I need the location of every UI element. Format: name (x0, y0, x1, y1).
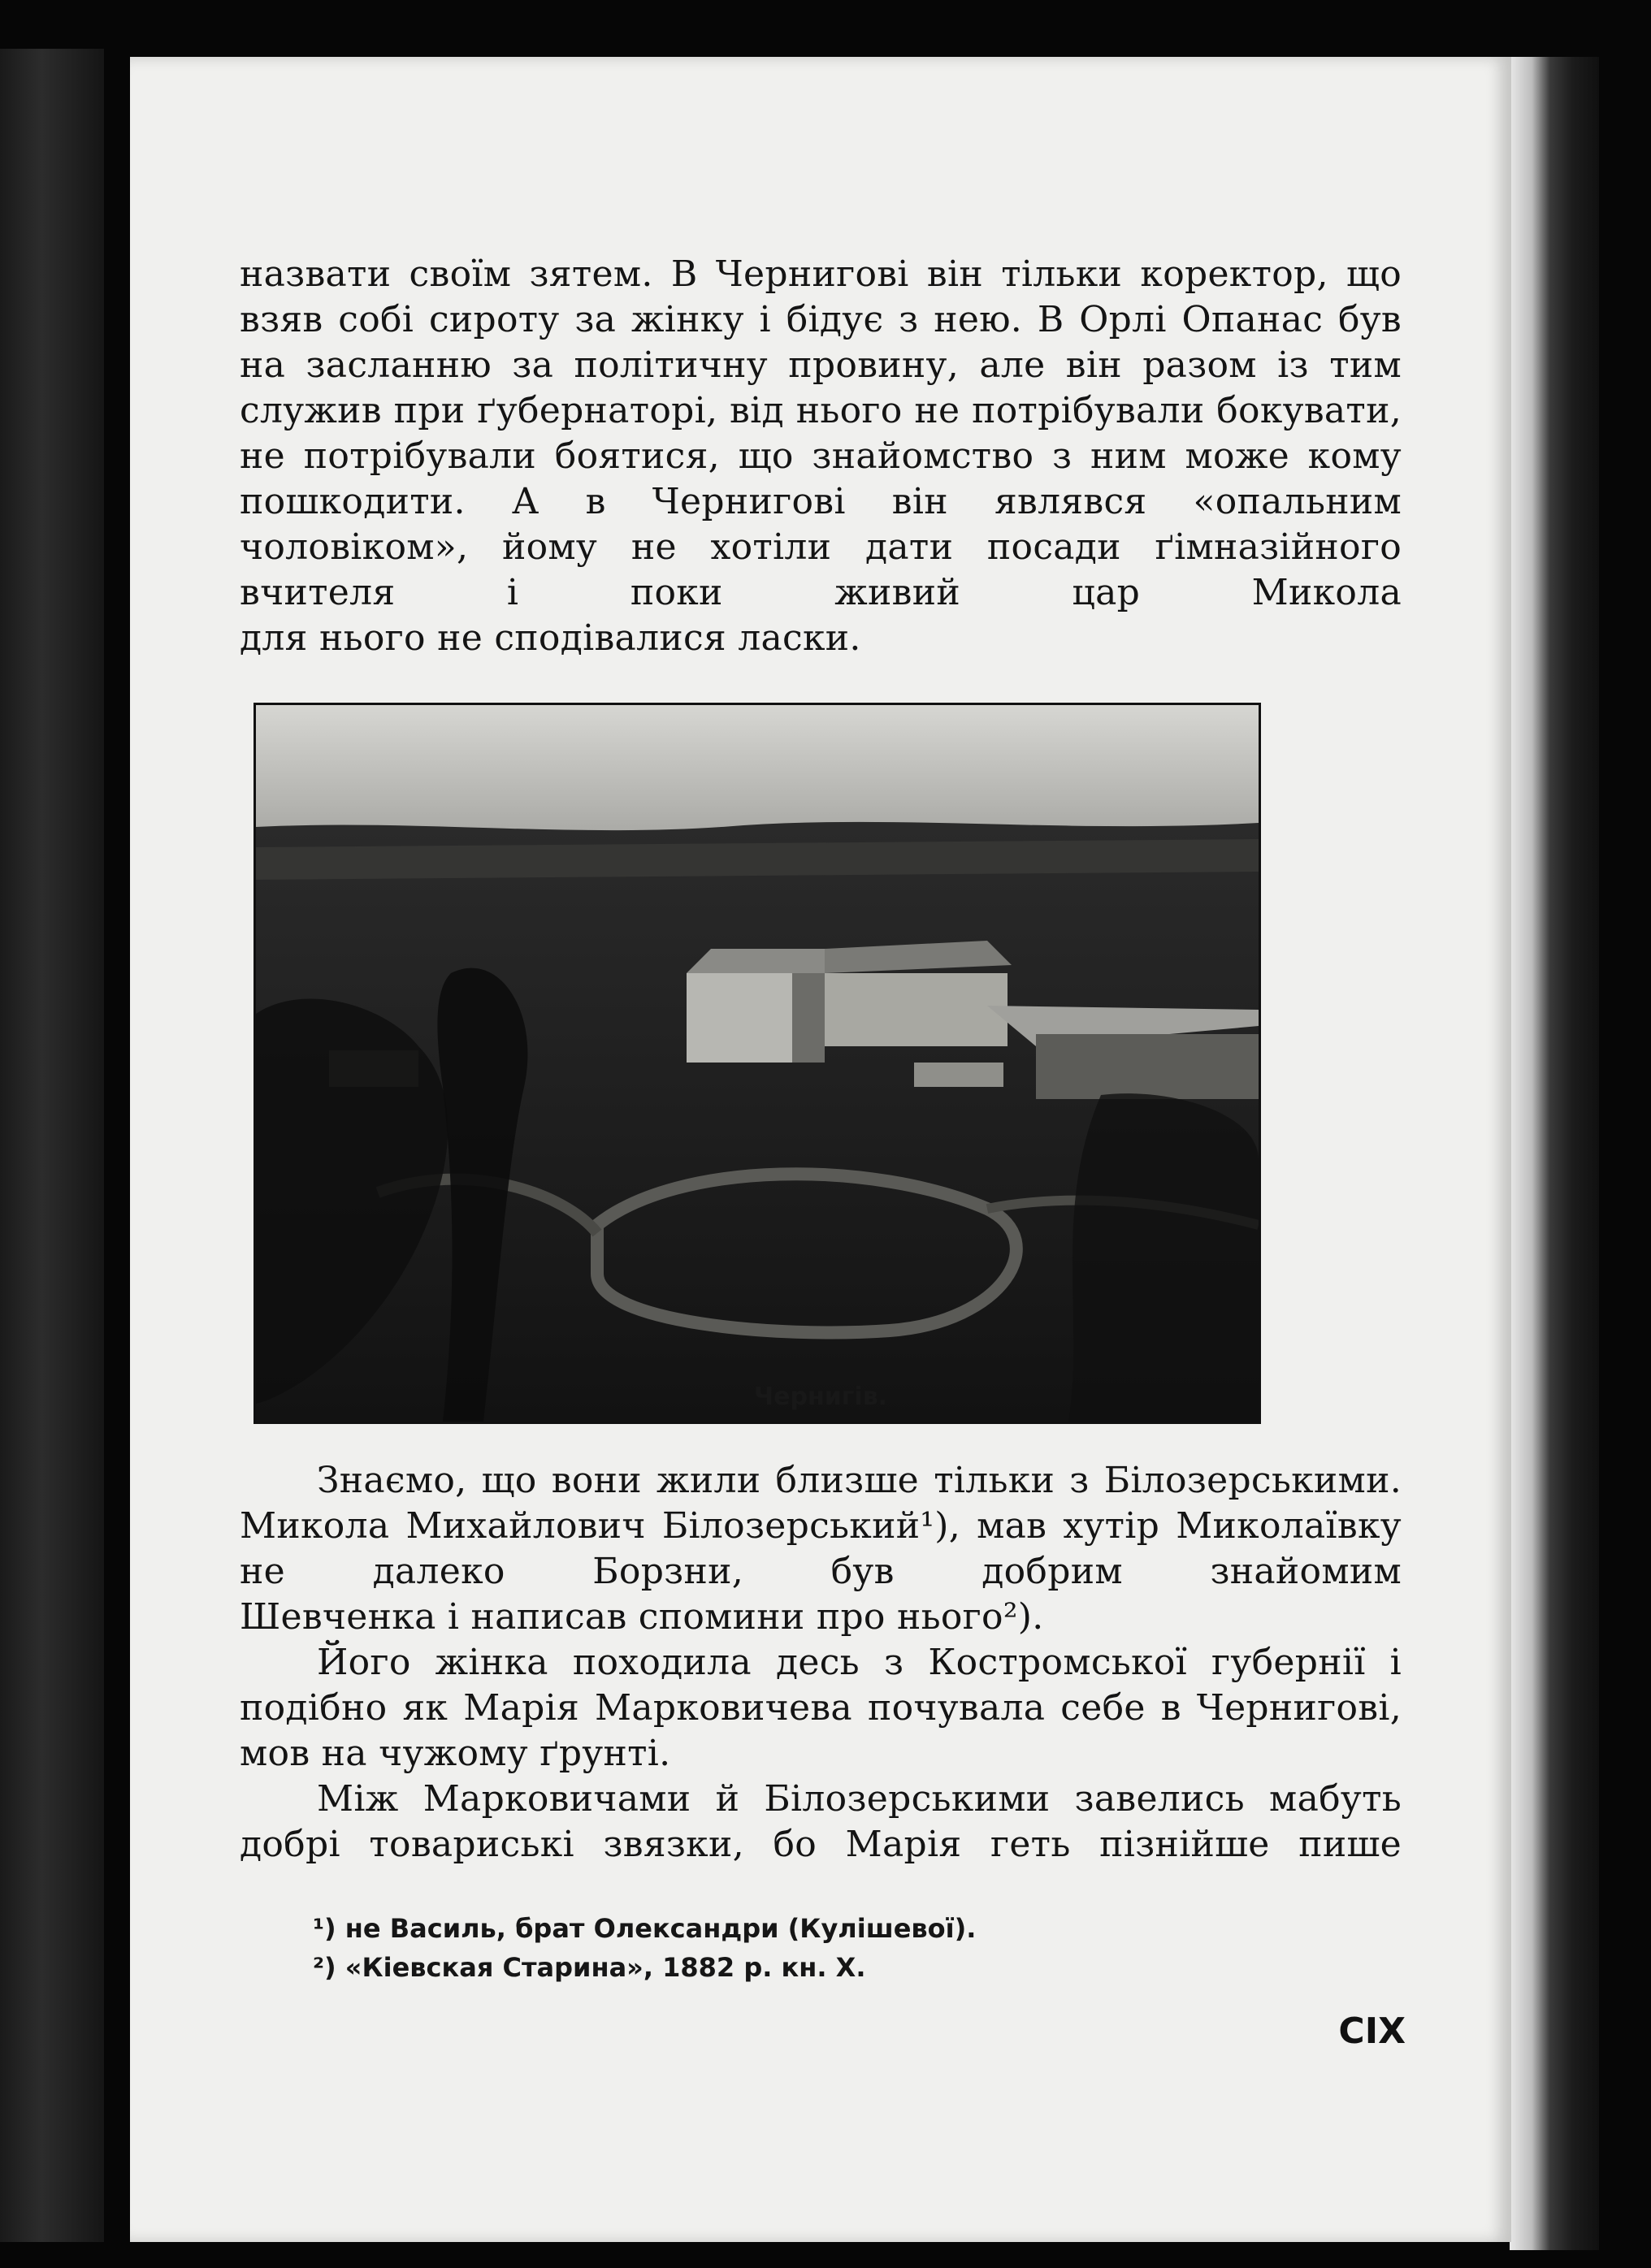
footnote-1: ¹) не Василь, брат Олександри (Кулішевої). (313, 1913, 977, 1944)
paragraph-2: Його жінка походила десь з Костромської губернії і подібно як Марія Марковичева почувала себе в Чернигові, (240, 1642, 1402, 1729)
paragraph-top-last-line: для нього не сподівалися ласки. (240, 617, 861, 659)
paragraph-top: назвати своїм зятем. В Чернигові він тільки коректор, що взяв собі сироту за жінку і бідує з нею. В Орлі Опанас був на засланню за політичну провину, але він разом із тим служив при ґубернаторі, від нього не потрібували бокувати, не потрібували боятися, що знайомство з ним може кому пошкодити. А в Чернигові він являвся «опальним чоловіком», йому не хотіли дати посади ґімназійного вчителя і поки живий цар Микола (240, 253, 1402, 613)
paragraph-3: Між Марковичами й Білозерськими завелись мабуть добрі товариські звязки, бо Марія геть пізнійше пише (240, 1778, 1402, 1865)
book-right-edge (1510, 57, 1599, 2250)
book-page (130, 57, 1511, 2242)
page-number: CIX (1338, 2010, 1406, 2052)
footnote-2: ²) «Кіевская Старина», 1882 р. кн. X. (313, 1952, 866, 1983)
photo-chernihiv (254, 703, 1261, 1424)
paragraph-1: Знаємо, що вони жили близше тільки з Білозерськими. Микола Михайлович Білозерський¹), мав хутір Миколаївку не далеко Борзни, був добрим знайомим (240, 1460, 1402, 1592)
adjacent-page-edge (0, 49, 104, 2242)
paragraph-1-last-line: Шевченка і написав спомини про нього²). (240, 1596, 1044, 1638)
photo-chernihiv-image (256, 705, 1259, 1422)
figure-caption: Чернигів. (753, 1383, 888, 1411)
paragraph-2-last-line: мов на чужому ґрунті. (240, 1733, 671, 1774)
footnotes (313, 1909, 1369, 1987)
